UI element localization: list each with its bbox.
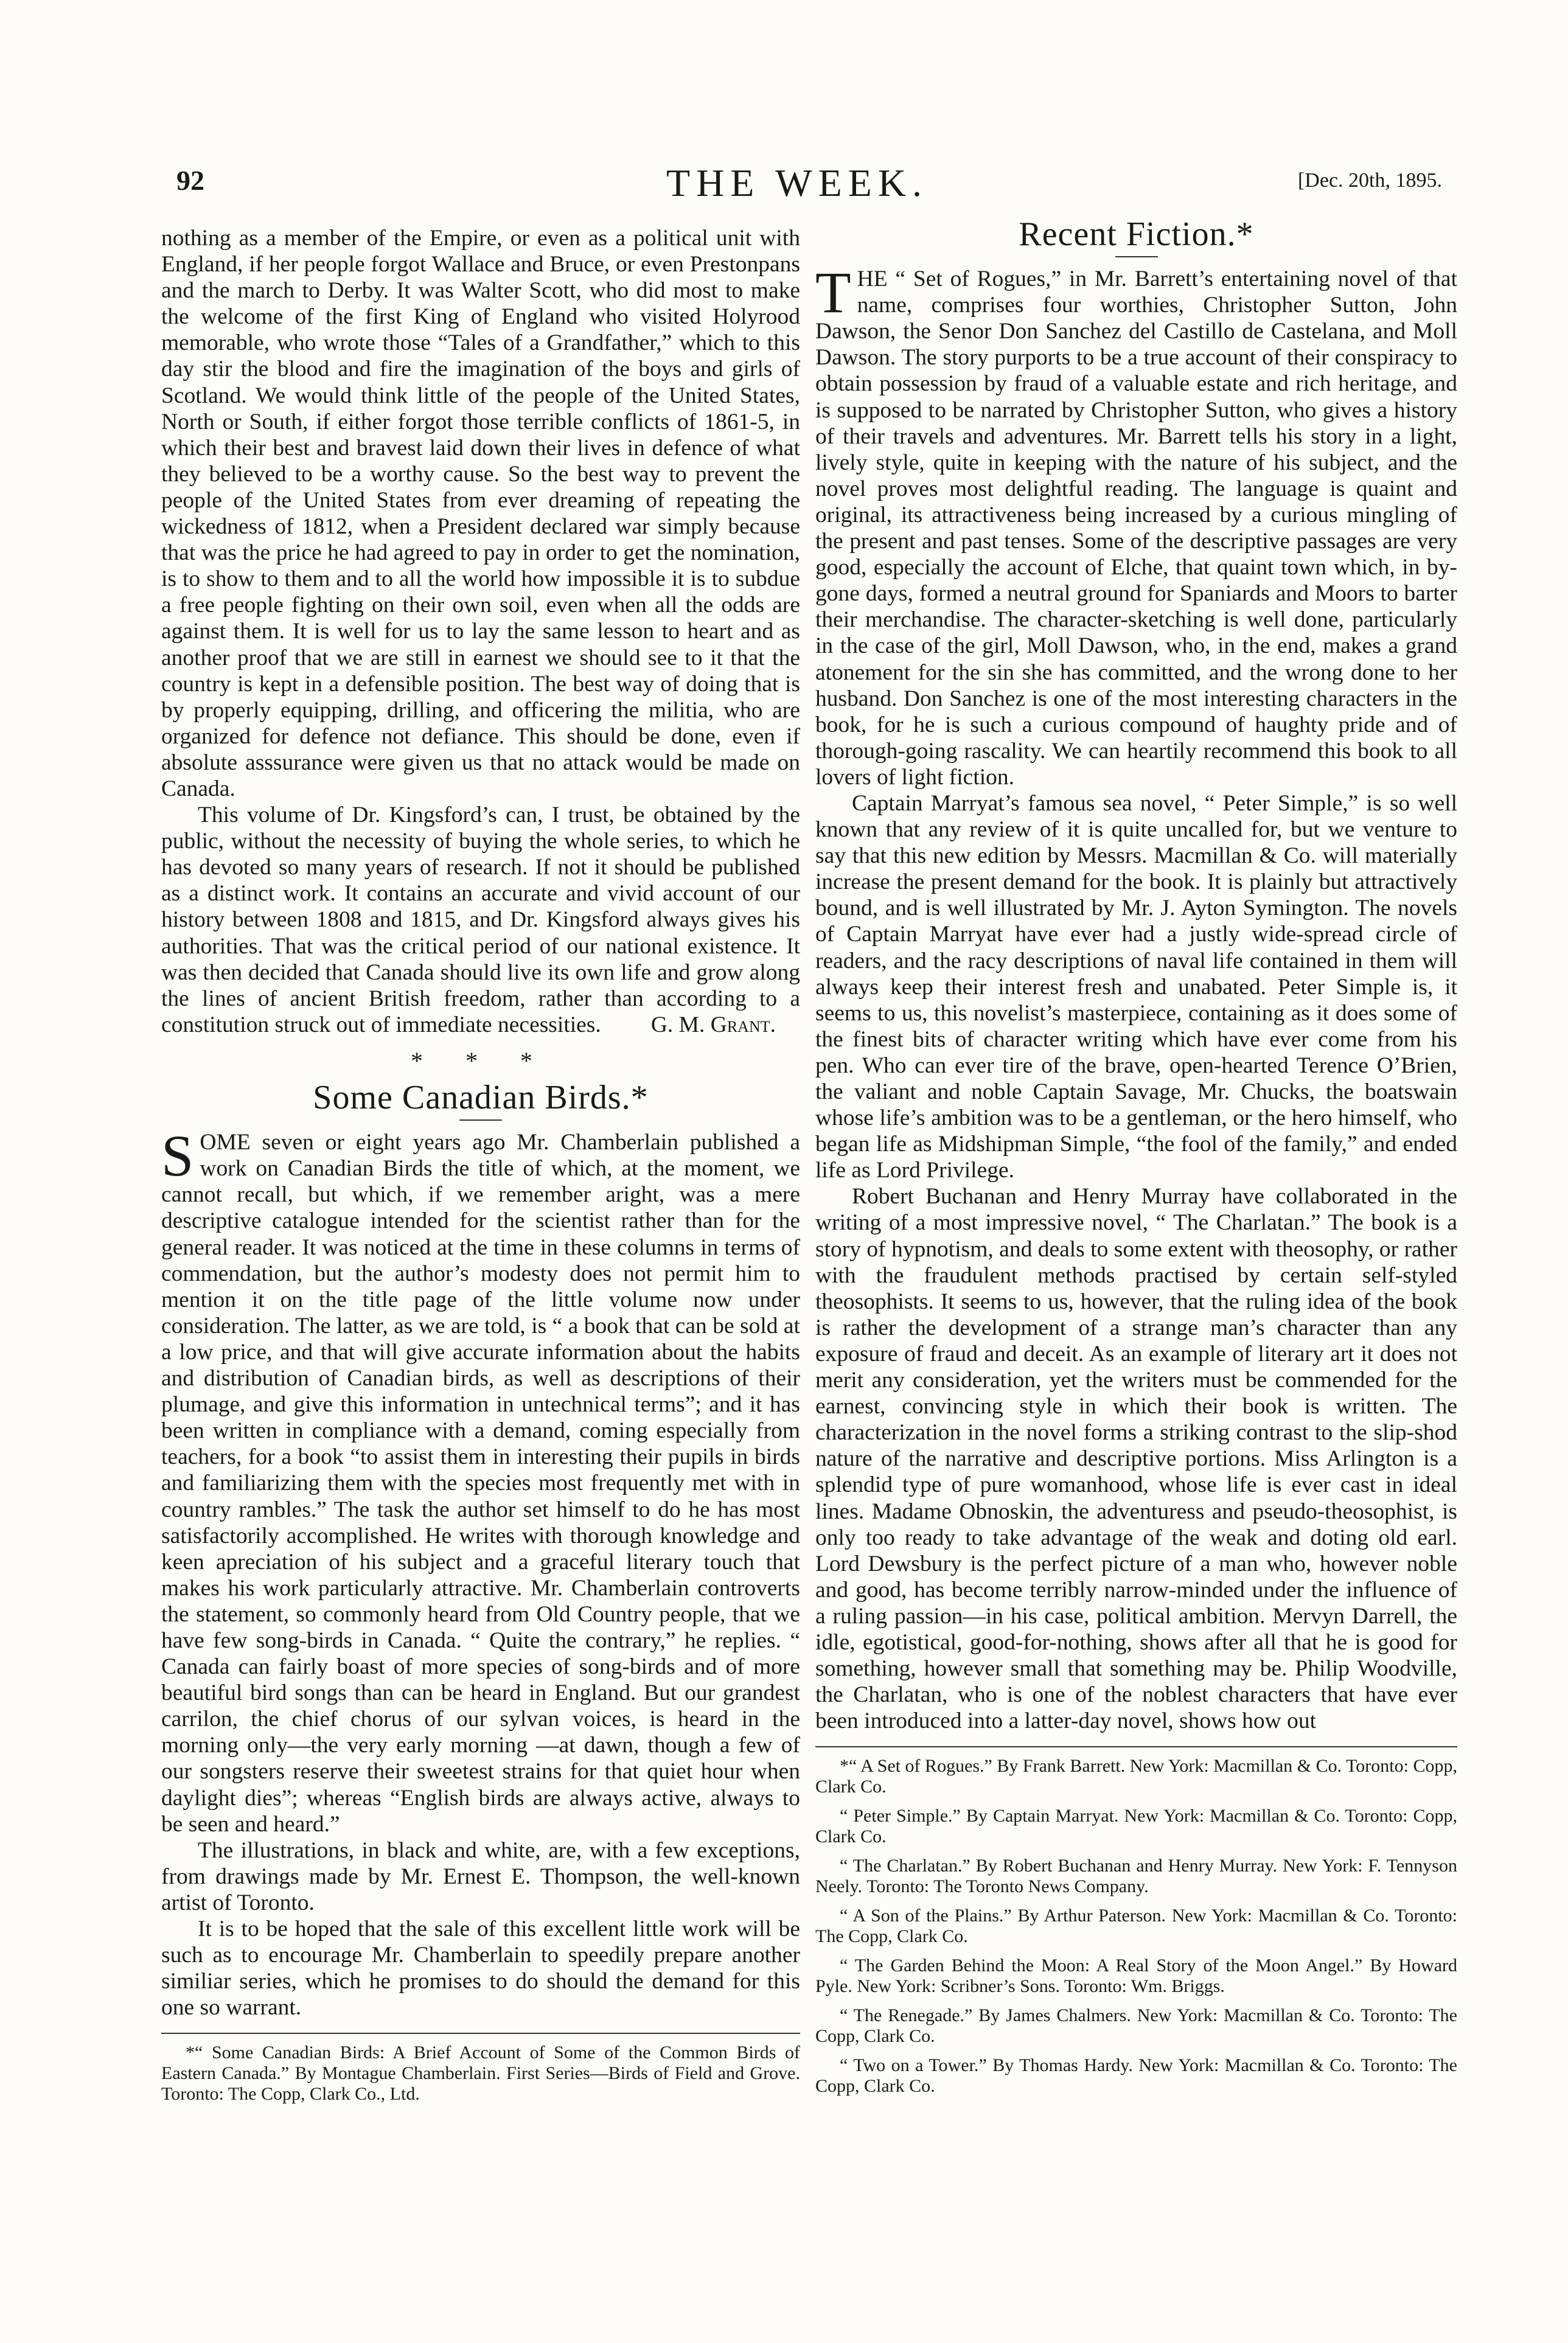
body-paragraph: The illustrations, in black and white, are, with a few exceptions, from drawings made by Mr. Ernest E. Thompson, the well-known artist of Toronto. bbox=[161, 1837, 800, 1915]
body-paragraph: This volume of Dr. Kingsford’s can, I trust, be obtained by the public, without the necessity of buying the whole series, to which he has devoted so many years of research. If not it should be published as a distinct work. It contains an accurate and vivid account of our history between 1808 and 1815, and Dr. Kingsford always gives his authorities. That was the critical period of our national existence. It was then decided that Canada should live its own life and grow along the lines of ancient British freedom, rather than according to a constitution struck out of immediate necessities. bbox=[161, 802, 800, 1037]
body-paragraph: It is to be hoped that the sale of this excellent little work will be such as to encourage Mr. Chamberlain to speedily prepare another similiar series, which he promises to do should the demand for this one so warrant. bbox=[161, 1917, 800, 2021]
footnote: “ A Son of the Plains.” By Arthur Paterson. New York: Macmillan & Co. Toronto: The Copp, Clark Co. bbox=[815, 1906, 1457, 1947]
footnote: “ Peter Simple.” By Captain Marryat. New York: Macmillan & Co. Toronto: Copp, Clark Co. bbox=[815, 1806, 1457, 1847]
footnote-rule bbox=[815, 1746, 1457, 1747]
body-paragraph bbox=[161, 1123, 800, 1837]
right-column bbox=[815, 215, 1457, 2105]
page-header bbox=[152, 161, 1442, 207]
body-paragraph: Captain Marryat’s famous sea novel, “ Peter Simple,” is so well known that any review of it is quite uncalled for, but we venture to say that this new edition by Messrs. Macmillan & Co. will materially increase the present demand for the book. It is plainly but attractively bound, and is well illustrated by Mr. J. Ayton Symington. The novels of Captain Marryat have ever had a justly wide-spread circle of readers, and the racy descriptions of naval life contained in them will always keep their interest fresh and unabated. Peter Simple is, it seems to us, this novelist’s masterpiece, containing as it does some of the finest bits of character writing which have ever come from his pen. Who can ever tire of the brave, open-hearted Terence O’Brien, the valiant and noble Captain Savage, Mr. Chucks, the boatswain whose life’s ambition was to be a gentleman, or the hero himself, who began life as Midshipman Simple, “the fool of the family,” and ended life as Lord Privilege. bbox=[815, 790, 1457, 1183]
section-separator: * * * bbox=[411, 1047, 551, 1074]
left-column bbox=[161, 225, 800, 2113]
footnote: *“ Some Canadian Birds: A Brief Account of Some of the Common Birds of Eastern Canada.” By Montague Chamberlain. First Series—Birds of Field and Grove. Toronto: The Copp, Clark Co., Ltd. bbox=[161, 2042, 800, 2105]
footnote: “ The Garden Behind the Moon: A Real Story of the Moon Angel.” By Howard Pyle. New York: Scribner’s Sons. Toronto: Wm. Briggs. bbox=[815, 1955, 1457, 1997]
page-number: 92 bbox=[176, 165, 204, 196]
drop-cap: S bbox=[161, 1123, 194, 1189]
footnote: “ The Renegade.” By James Chalmers. New York: Macmillan & Co. Toronto: The Copp, Clark Co. bbox=[815, 2005, 1457, 2047]
birds-review-title: Some Canadian Birds.* bbox=[313, 1079, 649, 1117]
footnote-rule bbox=[161, 2033, 800, 2034]
body-paragraph: Robert Buchanan and Henry Murray have collaborated in the writing of a most impressive novel, “ The Charlatan.” The book is a story of hypnotism, and deals to some extent with theosophy, or rather with the fraudulent methods practised by certain self-styled theosophists. It seems to us, however, that the ruling idea of the book is rather the development of a strange man’s character than any exposure of fraud and deceit. As an example of literary art it does not merit any consideration, yet the writers must be commended for the earnest, convincing style in which their book is written. The characterization in the novel forms a striking contrast to the slip-shod nature of the narrative and descriptive portions. Miss Arlington is a splendid type of pure womanhood, whose life is ever cast in ideal lines. Madame Obnoskin, the adventuress and pseudo-theosophist, is only too ready to take advantage of the weak and doting old earl. Lord Dewsbury is the perfect picture of a man who, however noble and good, has become terribly narrow-minded under the influence of a ruling passion—in his case, political ambition. Mervyn Darrell, the idle, egotistical, good-for-nothing, shows after all that he is good for something, however small that something may be. Philip Woodville, the Charlatan, who is one of the noblest characters that have ever been introduced into a latter-day novel, shows how out bbox=[815, 1184, 1457, 1734]
fiction-review-title: Recent Fiction.* bbox=[1019, 215, 1254, 253]
author-signature: G. M. Grant. bbox=[650, 1012, 776, 1037]
body-paragraph bbox=[815, 260, 1457, 790]
masthead: THE WEEK. bbox=[666, 161, 929, 204]
issue-date: [Dec. 20th, 1895. bbox=[1297, 169, 1442, 192]
footnote: “ Two on a Tower.” By Thomas Hardy. New York: Macmillan & Co. Toronto: The Copp, Clark Co. bbox=[815, 2055, 1457, 2097]
title-rule bbox=[459, 1119, 502, 1121]
paragraph-text: HE “ Set of Rogues,” in Mr. Barrett’s entertaining novel of that name, comprises four worthies, Christopher Sutton, John Dawson, the Senor Don Sanchez del Castillo de Castelana, and Moll Dawson. The story purports to be a true account of their conspiracy to obtain possession by fraud of a valuable estate and rich heritage, and is supposed to be narrated by Christopher Sutton, who gives a history of their travels and adventures. Mr. Barrett tells his story in a light, lively style, quite in keeping with the nature of his subject, and the novel proves most delightful reading. The language is quaint and original, its attractiveness being increased by a curious mingling of the present and past tenses. Some of the descriptive passages are very good, especially the account of Elche, that quaint town which, in by-gone days, formed a neutral ground for Spaniards and Moors to barter their merchandise. The character-sketching is well done, particularly in the case of the girl, Moll Dawson, who, in the end, makes a grand atonement for the sin she has committed, and the wrong done to her husband. Don Sanchez is one of the most interesting characters in the book, for he is such a curious compound of haughty pride and of thorough-going rascality. We can heartily recommend this book to all lovers of light fiction. bbox=[815, 266, 1457, 790]
footnote: “ The Charlatan.” By Robert Buchanan and Henry Murray. New York: F. Tennyson Neely. Toronto: The Toronto News Company. bbox=[815, 1856, 1457, 1897]
body-paragraph: nothing as a member of the Empire, or even as a political unit with England, if her people forgot Wallace and Bruce, or even Prestonpans and the march to Derby. It was Walter Scott, who did most to make the welcome of the first King of England who visited Holyrood memorable, who wrote those “Tales of a Grandfather,” which to this day stir the blood and fire the imagination of the boys and girls of Scotland. We would think little of the people of the United States, North or South, if either forgot those terrible conflicts of 1861-5, in which their best and bravest laid down their lives in defence of what they believed to be a worthy cause. So the best way to prevent the people of the United States from ever dreaming of repeating the wickedness of 1812, when a President declared war simply because that was the price he had agreed to pay in order to get the nomination, is to show to them and to all the world how impossible it is to subdue a free people fighting on their own soil, even when all the odds are against them. It is well for us to lay the same lesson to heart and as another proof that we are still in earnest we should see to it that the country is kept in a defensible position. The best way of doing that is by properly equipping, drilling, and officering the militia, who are organized for defence not defiance. This should be done, even if absolute asssurance were given us that no attack would be made on Canada. bbox=[161, 226, 800, 801]
title-rule bbox=[1115, 256, 1158, 257]
footnote: *“ A Set of Rogues.” By Frank Barrett. New York: Macmillan & Co. Toronto: Copp, Clark Co. bbox=[815, 1756, 1457, 1797]
drop-cap: T bbox=[815, 260, 851, 326]
paragraph-text: OME seven or eight years ago Mr. Chamberlain published a work on Canadian Birds the title of which, at the moment, we cannot recall, but which, if we remember aright, was a mere descriptive catalogue intended for the scientist rather than for the general reader. It was noticed at the time in these columns in terms of commendation, but the author’s modesty does not permit him to mention it on the title page of the little volume now under consideration. The latter, as we are told, is “ a book that can be sold at a low price, and that will give accurate information about the habits and distribution of Canadian birds, as well as descriptions of their plumage, and give this information in untechnical terms”; and it has been written in compliance with a demand, coming especially from teachers, for a book “to assist them in interesting their pupils in birds and familiarizing them with the species most frequently met with in country rambles.” The task the author set himself to do he has most satisfactorily accomplished. He writes with thorough knowledge and keen apreciation of his subject and a graceful literary touch that makes his work particularly attractive. Mr. Chamberlain controverts the statement, so commonly heard from Old Country people, that we have few song-birds in Canada. “ Quite the contrary,” he replies. “ Canada can fairly boast of more species of song-birds and of more beautiful bird songs than can be heard in England. But our grandest carrilon, the chief chorus of our sylvan voices, is heard in the morning only—the very early morning —at dawn, though a few of our songsters reserve their sweetest strains for that quiet hour when daylight dies”; whereas “English birds are always active, always to be seen and heard.” bbox=[161, 1130, 800, 1837]
